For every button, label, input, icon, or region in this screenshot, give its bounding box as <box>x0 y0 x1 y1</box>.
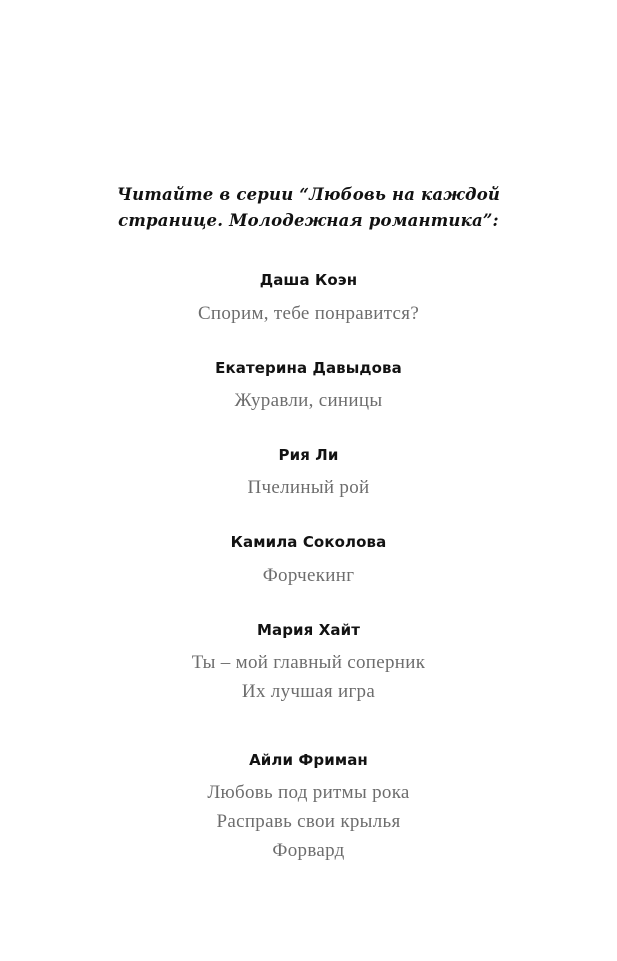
book-title: Их лучшая игра <box>241 681 376 702</box>
author-name: Камила Соколова <box>230 533 387 552</box>
book-title: Журавли, синицы <box>234 390 383 411</box>
author-name: Айли Фриман <box>249 750 368 769</box>
book-title: Форвард <box>272 840 345 862</box>
book-title: Любовь под ритмы рока <box>207 782 410 804</box>
list-item <box>100 446 517 503</box>
author-name: Даша Коэн <box>259 271 358 290</box>
list-item <box>100 533 517 590</box>
book-title: Пчелиный рой <box>247 477 370 499</box>
series-heading <box>100 182 517 233</box>
list-item <box>100 271 517 328</box>
list-item <box>100 359 517 416</box>
author-name: Рия Ли <box>278 445 339 464</box>
list-item <box>100 751 517 866</box>
series-listing <box>0 182 617 866</box>
author-name: Екатерина Давыдова <box>215 358 402 377</box>
book-title: Расправь свои крылья <box>216 811 401 833</box>
book-title: Ты – мой главный соперник <box>191 652 426 674</box>
series-heading-line-2: странице. Молодежная романтика”: <box>118 210 499 230</box>
series-heading-line-1: Читайте в серии “Любовь на каждой <box>116 185 501 204</box>
book-title: Форчекинг <box>262 564 355 586</box>
author-name: Мария Хайт <box>256 620 361 639</box>
book-title: Спорим, тебе понравится? <box>197 302 420 324</box>
list-item <box>100 621 517 707</box>
